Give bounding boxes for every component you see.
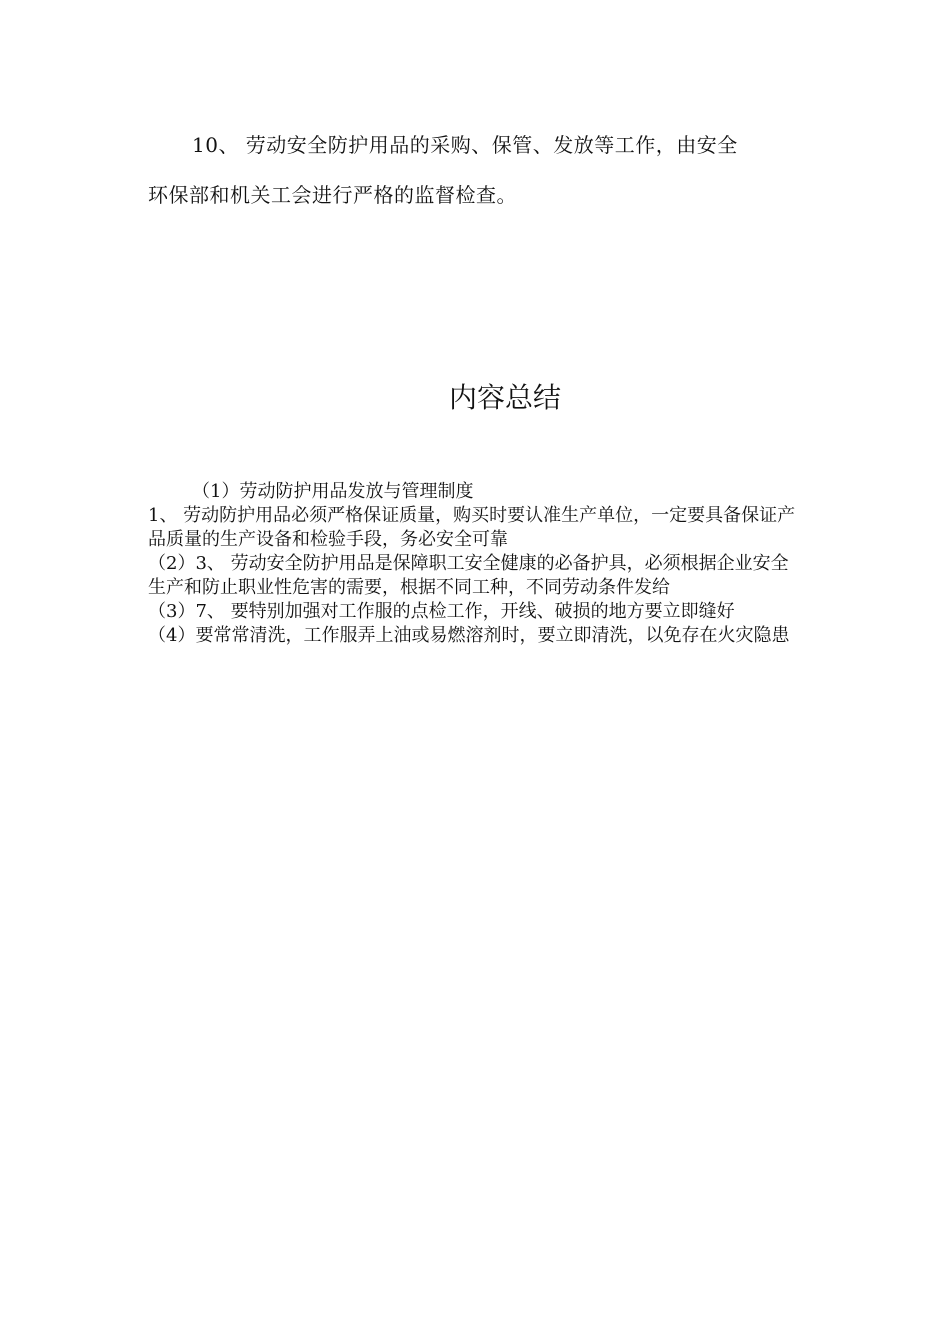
paragraph-item-10 — [148, 120, 798, 220]
summary-item: （1）劳动防护用品发放与管理制度 — [192, 481, 474, 502]
summary-item: （2）3、 劳动安全防护用品是保障职工安全健康的必备护具，必须根据企业安全生产和防止职业性危害的需要，根据不同工种，不同劳动条件发给 — [148, 553, 789, 598]
summary-item: （4）要常常清洗，工作服弄上油或易燃溶剂时，要立即清洗，以免存在火灾隐患 — [148, 625, 790, 646]
paragraph-line: 10、 劳动安全防护用品的采购、保管、发放等工作，由安全 — [192, 133, 738, 157]
paragraph-line: 环保部和机关工会进行严格的监督检查。 — [148, 183, 517, 207]
summary-item: 1、 劳动防护用品必须严格保证质量，购买时要认准生产单位，一定要具备保证产品质量的生产设备和检验手段，务必安全可靠 — [148, 505, 796, 550]
summary-item: （3）7、 要特别加强对工作服的点检工作，开线、破损的地方要立即缝好 — [148, 601, 735, 622]
summary-title: 内容总结 — [448, 381, 561, 414]
summary-list — [148, 480, 803, 648]
